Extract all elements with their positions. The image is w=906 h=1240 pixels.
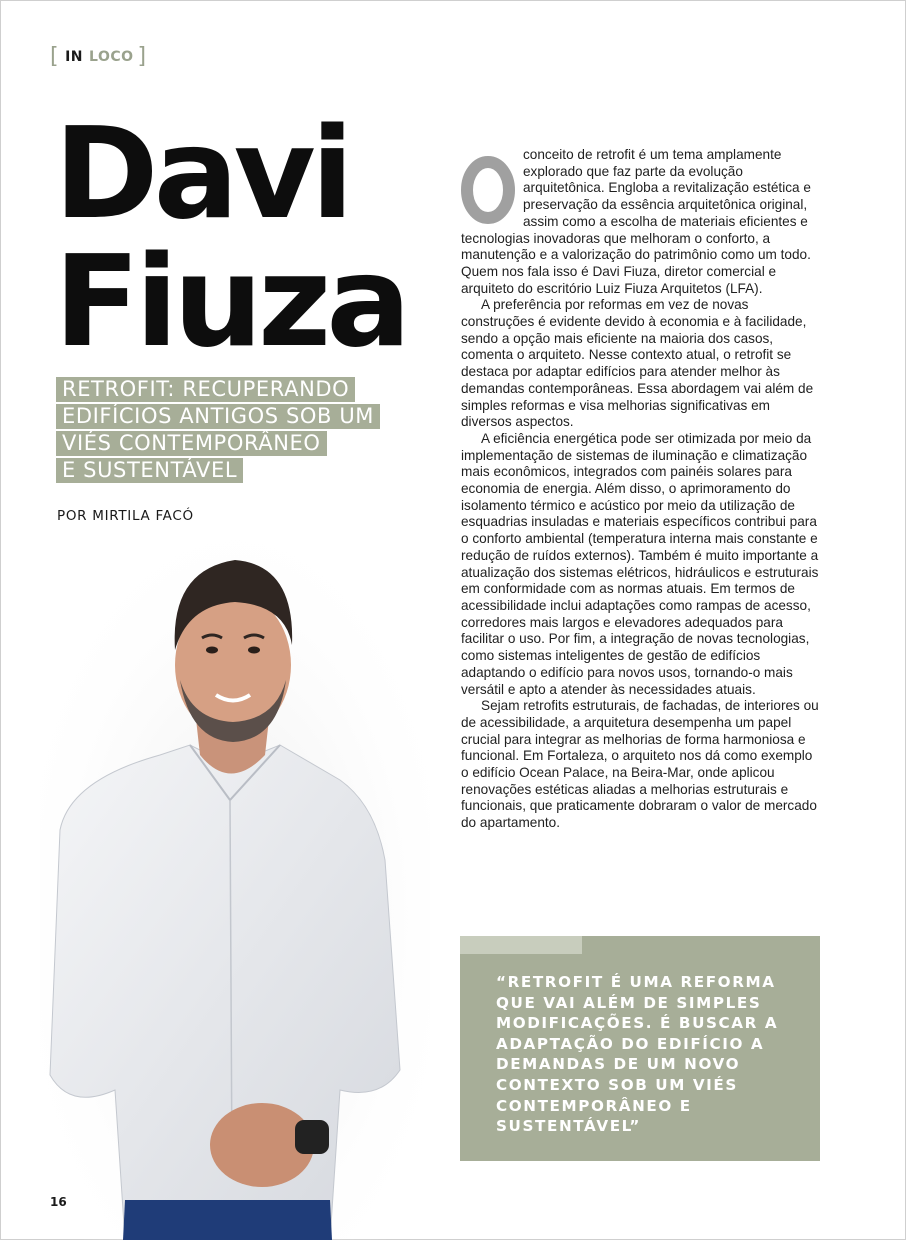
bracket-right-icon: ] bbox=[137, 44, 147, 69]
subtitle bbox=[56, 376, 401, 484]
paragraph-2: A preferência por reformas em vez de novas construções é evidente devido à economia e à facilidade, sendo a opção mais eficiente na maioria dos casos, comenta o arquiteto. Nesse contexto atual, o retrofit se destaca por adaptar edifícios para atender melhor às demandas contemporâneas. Essa abordagem vai além de simples reformas e visa melhorias significativas em diversos aspectos. bbox=[461, 297, 814, 430]
subtitle-line-2: EDIFÍCIOS ANTIGOS SOB UM bbox=[56, 404, 380, 429]
page-number: 16 bbox=[50, 1195, 67, 1209]
paragraph-4: Sejam retrofits estruturais, de fachadas, de interiores ou de acessibilidade, a arquitetura desempenha um papel crucial para integrar as melhorias de forma harmoniosa e funcional. Em Fortaleza, o arquiteto nos dá como exemplo o edifício Ocean Palace, na Beira-Mar, onde aplicou renovações estéticas aliadas a melhorias estruturais e funcionais, que praticamente dobraram o valor de mercado do apartamento. bbox=[461, 698, 819, 831]
page-title bbox=[54, 100, 407, 375]
section-tag bbox=[50, 46, 147, 68]
subtitle-line-3: VIÉS CONTEMPORÂNEO bbox=[56, 431, 327, 456]
portrait-photo bbox=[40, 530, 430, 1240]
subtitle-line-1: RETROFIT: RECUPERANDO bbox=[56, 377, 355, 402]
bracket-left-icon: [ bbox=[50, 44, 60, 69]
section-tag-bold: IN bbox=[65, 49, 84, 65]
title-line-2: Fiuza bbox=[54, 228, 407, 375]
quote-tab-decoration bbox=[460, 936, 582, 954]
pull-quote-text: “RETROFIT É UMA REFORMA QUE VAI ALÉM DE SIMPLES MODIFICAÇÕES. É BUSCAR A ADAPTAÇÃO DO EDIFÍCIO A DEMANDAS DE UM NOVO CONTEXTO SOB UM VIÉS CONTEMPORÂNEO E SUSTENTÁVEL” bbox=[496, 973, 779, 1136]
byline: POR MIRTILA FACÓ bbox=[57, 508, 194, 524]
article-body bbox=[461, 147, 821, 832]
title-line-1: Davi bbox=[54, 100, 349, 247]
paragraph-3: A eficiência energética pode ser otimizada por meio da implementação de sistemas de iluminação e climatização mais econômicos, integrados com painéis solares para economia de energia. Além disso, o aprimoramento do isolamento térmico e acústico por meio da utilização de esquadrias insuladas e materiais específicos contribui para o conforto ambiental (temperatura interna mais constante e redução de ruídos externos). Também é muito importante a atualização dos sistemas elétricos, hidráulicos e estruturais em conformidade com as normas atuais. Em termos de acessibilidade inclui adaptações como rampas de acesso, corredores mais largos e elevadores adequados para facilitar o uso. Por fim, a integração de novas tecnologias, como sistemas inteligentes de gestão de edifícios adaptando o edifício para novos usos, tornando-o mais versátil e apto a atender às necessidades atuais. bbox=[461, 430, 819, 697]
section-tag-light: LOCO bbox=[89, 49, 134, 65]
pull-quote-box bbox=[460, 936, 820, 1161]
paragraph-1: conceito de retrofit é um tema amplamente explorado que faz parte da evolução arquitetônica. Engloba a revitalização estética e preservação da essência arquitetônica original, assim como a escolha de materiais eficientes e tecnologias inovadoras que melhoram o conforto, a manutenção e a valorização do patrimônio como um todo. Quem nos fala isso é Davi Fiuza, diretor comercial e arquiteto do escritório Luiz Fiuza Arquitetos (LFA). bbox=[461, 147, 811, 296]
dropcap-o-icon bbox=[461, 151, 515, 229]
subtitle-line-4: E SUSTENTÁVEL bbox=[56, 458, 243, 483]
